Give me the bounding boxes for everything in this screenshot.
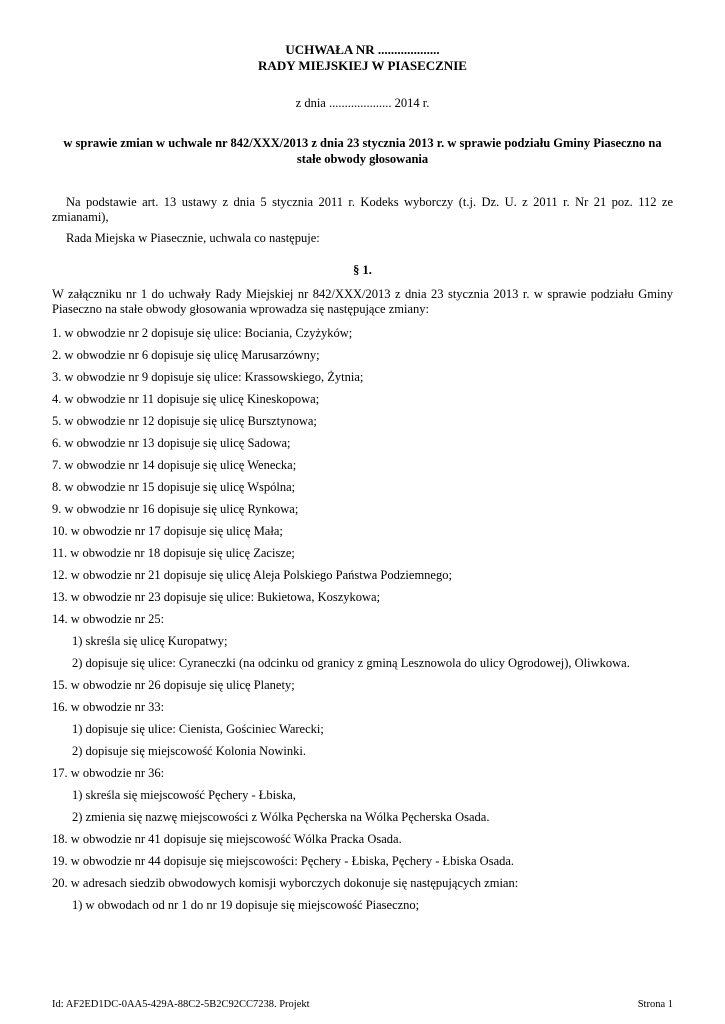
list-subitem: 2) zmienia się nazwę miejscowości z Wólka Pęcherska na Wólka Pęcherska Osada.: [72, 810, 490, 824]
section-heading: § 1.: [353, 263, 372, 277]
list-item: 11. w obwodzie nr 18 dopisuje się ulicę Zacisze;: [52, 546, 295, 560]
list-item: 13. w obwodzie nr 23 dopisuje się ulice: Bukietowa, Koszykowa;: [52, 590, 381, 604]
footer-page-number: Strona 1: [637, 999, 673, 1010]
list-item: 12. w obwodzie nr 21 dopisuje się ulicę Aleja Polskiego Państwa Podziemnego;: [52, 568, 452, 582]
preamble-paragraph: Rada Miejska w Piasecznie, uchwala co następuje:: [66, 231, 320, 245]
document-title-line1: UCHWAŁA NR ...................: [285, 42, 440, 57]
list-item: 1. w obwodzie nr 2 dopisuje się ulice: Bociania, Czyżyków;: [52, 326, 353, 340]
list-subitem: 2) dopisuje się ulice: Cyraneczki (na odcinku od granicy z gminą Lesznowola do ulicy Ogrodowej), Oliwkowa.: [72, 656, 630, 670]
document-title-line2: RADY MIEJSKIEJ W PIASECZNIE: [258, 58, 467, 73]
list-item: 5. w obwodzie nr 12 dopisuje się ulicę Bursztynowa;: [52, 414, 317, 428]
document-subject: w sprawie zmian w uchwale nr 842/XXX/2013 z dnia 23 stycznia 2013 r. w sprawie podziału Gminy Piaseczno na stałe obwody głosowania: [63, 136, 662, 166]
page-footer: [52, 999, 673, 1010]
list-item: 3. w obwodzie nr 9 dopisuje się ulice: Krassowskiego, Żytnia;: [52, 370, 364, 384]
footer-document-id: Id: AF2ED1DC-0AA5-429A-88C2-5B2C92CC7238. Projekt: [52, 999, 310, 1010]
list-subitem: 2) dopisuje się miejscowość Kolonia Nowinki.: [72, 744, 306, 758]
list-item: 8. w obwodzie nr 15 dopisuje się ulicę Wspólna;: [52, 480, 296, 494]
list-item: 19. w obwodzie nr 44 dopisuje się miejscowości: Pęchery - Łbiska, Pęchery - Łbiska Osada.: [52, 854, 515, 868]
list-item: 17. w obwodzie nr 36:: [52, 766, 165, 780]
amendments-list: [52, 326, 673, 912]
list-item: 16. w obwodzie nr 33:: [52, 700, 165, 714]
document-title: [52, 42, 673, 74]
list-subitem: 1) w obwodach od nr 1 do nr 19 dopisuje się miejscowość Piaseczno;: [72, 898, 420, 912]
list-item: 2. w obwodzie nr 6 dopisuje się ulicę Marusarzówny;: [52, 348, 320, 362]
list-item: 10. w obwodzie nr 17 dopisuje się ulicę Mała;: [52, 524, 283, 538]
intro-paragraph: W załączniku nr 1 do uchwały Rady Miejskiej nr 842/XXX/2013 z dnia 23 stycznia 2013 r. w sprawie podziału Gminy Piaseczno na stałe obwody głosowania wprowadza się następujące zmiany:: [52, 287, 673, 316]
list-subitem: 1) skreśla się miejscowość Pęchery - Łbiska,: [72, 788, 296, 802]
list-item: 20. w adresach siedzib obwodowych komisji wyborczych dokonuje się następujących zmian:: [52, 876, 519, 890]
list-item: 6. w obwodzie nr 13 dopisuje się ulicę Sadowa;: [52, 436, 291, 450]
list-item: 7. w obwodzie nr 14 dopisuje się ulicę Wenecka;: [52, 458, 297, 472]
list-item: 14. w obwodzie nr 25:: [52, 612, 165, 626]
legal-basis-paragraph: Na podstawie art. 13 ustawy z dnia 5 stycznia 2011 r. Kodeks wyborczy (t.j. Dz. U. z 2011 r. Nr 21 poz. 112 ze zmianami),: [52, 195, 673, 224]
list-subitem: 1) dopisuje się ulice: Cienista, Gościniec Warecki;: [72, 722, 324, 736]
list-item: 4. w obwodzie nr 11 dopisuje się ulicę Kineskopowa;: [52, 392, 320, 406]
list-subitem: 1) skreśla się ulicę Kuropatwy;: [72, 634, 228, 648]
list-item: 15. w obwodzie nr 26 dopisuje się ulicę Planety;: [52, 678, 295, 692]
list-item: 9. w obwodzie nr 16 dopisuje się ulicę Rynkowa;: [52, 502, 299, 516]
list-item: 18. w obwodzie nr 41 dopisuje się miejscowość Wólka Pracka Osada.: [52, 832, 402, 846]
document-date-line: z dnia .................... 2014 r.: [295, 96, 430, 110]
